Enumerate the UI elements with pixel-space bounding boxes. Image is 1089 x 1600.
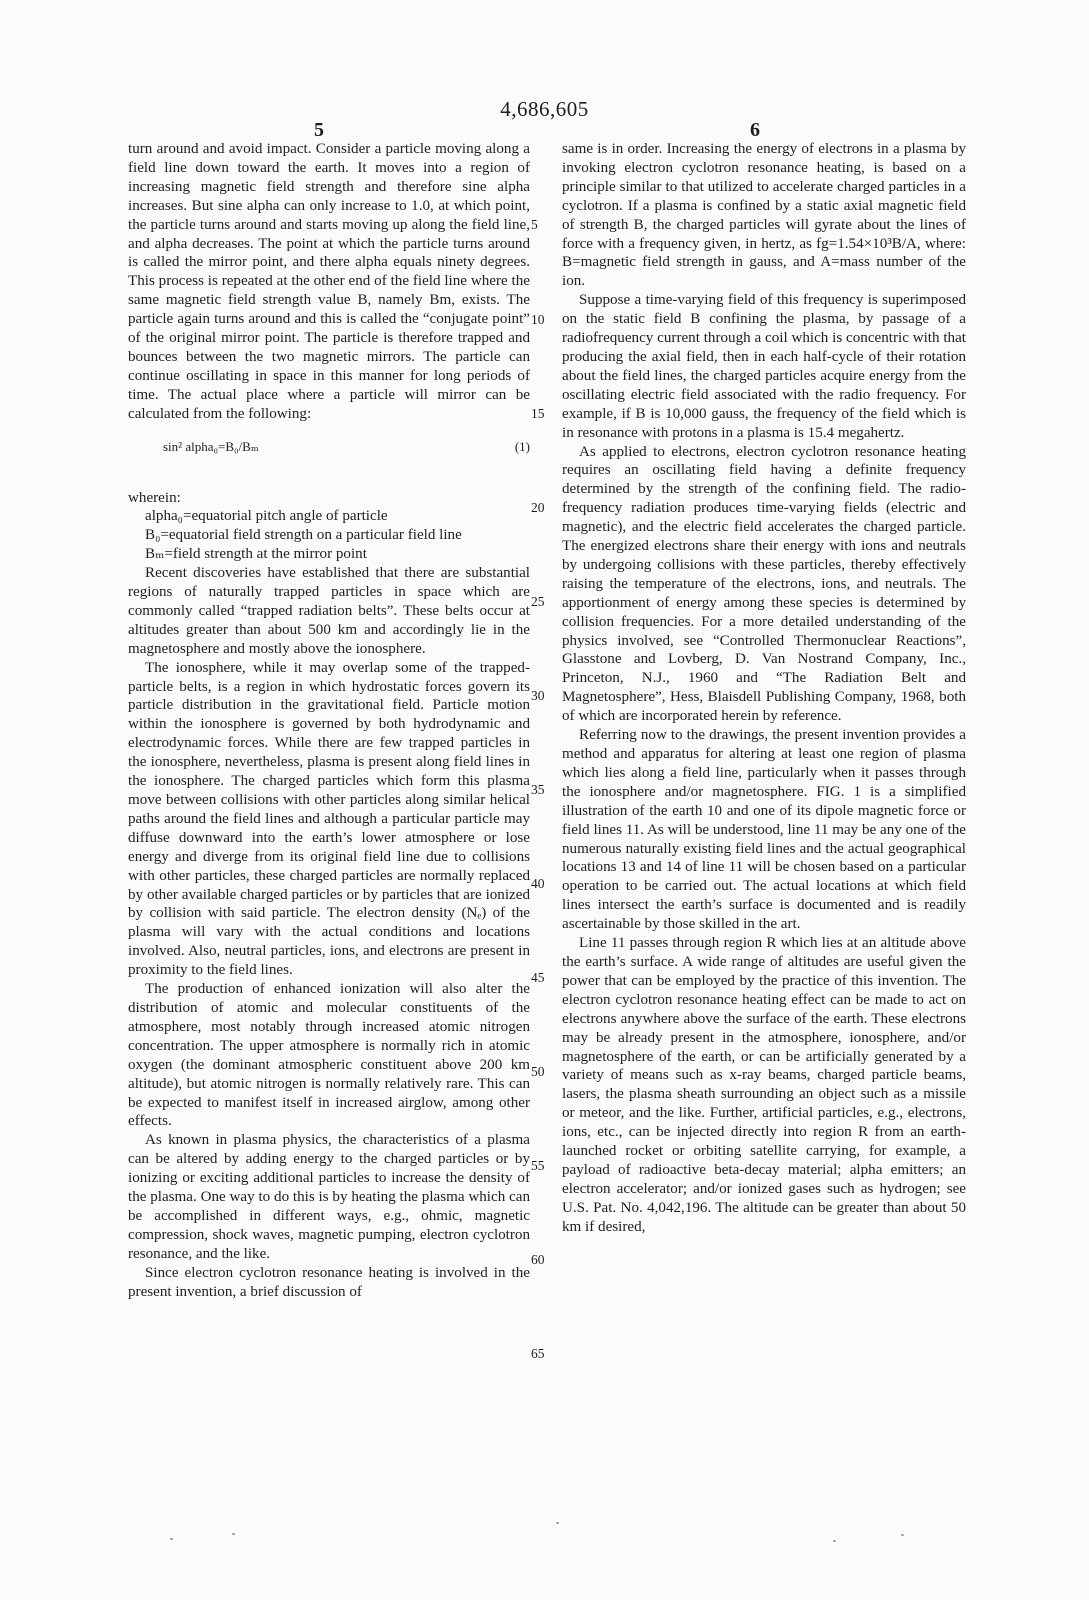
scan-speck [170,1538,173,1540]
scan-speck [556,1522,559,1524]
right-column-number: 6 [750,119,760,141]
equation-text: sin² alpha₀=B₀/Bₘ [163,438,259,454]
scan-speck [232,1533,235,1535]
paragraph: As applied to electrons, electron cyclotron resonance heating requires an oscillating field having a definite frequency determined by the strength of the confining field. The radio-frequency radiation produces time-varying fields (electric and magnetic), and the electric field accelerates the charged particle. The energized electrons share their energy with ions and neutrals by undergoing collisions with these particles, thereby effectively raising the temperature of the electrons, ions, and neutrals. The apportionment of energy among these species is determined by collision frequencies. For a more detailed understanding of the physics involved, see “Controlled Thermonuclear Reactions”, Glasstone and Lovberg, D. Van Nostrand Company, Inc., Princeton, N.J., 1960 and “The Radiation Belt and Magnetosphere”, Hess, Blaisdell Publishing Company, 1968, both of which are incorporated herein by reference. [562,443,966,725]
left-text-column [128,140,530,1301]
equation [128,424,530,471]
definition-line: alpha₀=equatorial pitch angle of particle [145,508,388,525]
line-number: 45 [531,970,545,985]
left-column-number: 5 [314,119,324,141]
paragraph: Recent discoveries have established that there are substantial regions of naturally trapped particles in space which are commonly called “trapped radiation belts”. These belts occur at altitudes greater than about 500 km and accordingly lie in the magnetosphere and mostly above the ionosphere. [128,565,530,657]
paragraph: turn around and avoid impact. Consider a particle moving along a field line down toward the earth. It moves into a region of increasing magnetic field strength and therefore sine alpha increases. But sine alpha can only increase to 1.0, at which point, the particle turns around and starts moving up along the field line, and alpha decreases. The point at which the particle turns around is called the mirror point, and there alpha equals ninety degrees. This process is repeated at the other end of the field line where the same magnetic field strength value B, namely Bm, exists. The particle again turns around and this is called the “conjugate point” of the original mirror point. The particle is therefore trapped and bounces between the two magnetic mirrors. The particle can continue oscillating in space in this manner for long periods of time. The actual place where a particle will mirror can be calculated from the following: [128,141,530,422]
line-number: 25 [531,594,545,609]
paragraph: The ionosphere, while it may overlap some of the trapped-particle belts, is a region in which hydrostatic forces govern its particle distribution in the gravitational field. Particle motion within the ionosphere is governed by both hydrodynamic and electrodynamic forces. While there are few trapped particles in the ionosphere, nevertheless, plasma is present along field lines in the ionosphere. The charged particles which form this plasma move between collisions with other particles along similar helical paths around the field lines and although a particular particle may diffuse downward into the earth’s lower atmosphere or lose energy and diverge from its original field line due to collisions with other particles, these charged particles are normally replaced by other available charged particles or by particles that are ionized by collision with said particle. The electron density (Nₑ) of the plasma will vary with the actual conditions and locations involved. Also, neutral particles, ions, and electrons are present in proximity to the field lines. [128,659,530,979]
paragraph: same is in order. Increasing the energy of electrons in a plasma by invoking electron cyclotron resonance heating, is based on a principle similar to that utilized to accelerate charged particles in a cyclotron. If a plasma is confined by a static axial magnetic field of strength B, the charged particles will gyrate about the lines of force with a frequency given, in hertz, as fg=1.54×10³B/A, where: B=magnetic field strength in gauss, and A=mass number of the ion. [562,141,966,290]
line-number: 15 [531,406,545,421]
line-number: 20 [531,500,545,515]
line-number: 10 [531,312,545,327]
line-number: 5 [531,217,538,232]
right-text-column [562,140,966,1237]
wherein-label: wherein: [128,489,181,506]
paragraph: The production of enhanced ionization will also alter the distribution of atomic and molecular constituents of the atmosphere, most notably through increased atomic nitrogen concentration. The upper atmosphere is normally rich in atomic oxygen (the dominant atmospheric constituent above 200 km altitude), but atomic nitrogen is normally relatively rare. This can be expected to manifest itself in increased airglow, among other effects. [128,981,530,1130]
paragraph: Since electron cyclotron resonance heating is involved in the present invention, a brief discussion of [128,1264,530,1300]
paragraph: Line 11 passes through region R which lies at an altitude above the earth’s surface. A wide range of altitudes are useful given the power that can be employed by the practice of this invention. The electron cyclotron resonance heating effect can be made to act on electrons anywhere above the surface of the earth. These electrons may be already present in the atmosphere, ionosphere, and/or magnetosphere of the earth, or can be artificially generated by a variety of means such as x-ray beams, charged particle beams, lasers, the plasma sheath surrounding an object such as a missile or meteor, and the like. Further, artificial particles, e.g., electrons, ions, etc., can be injected directly into region R from an earth-launched rocket or orbiting satellite carrying, for example, a payload of radioactive beta-decay material; alpha emitters; an electron accelerator; and/or ionized gases such as hydrogen; see U.S. Pat. No. 4,042,196. The altitude can be greater than about 50 km if desired, [562,935,966,1235]
line-number: 55 [531,1158,545,1173]
line-number: 35 [531,782,545,797]
patent-number: 4,686,605 [500,97,589,121]
line-number: 50 [531,1064,545,1079]
paragraph: Referring now to the drawings, the present invention provides a method and apparatus for altering at least one region of plasma which lies along a field line, particularly when it passes through the ionosphere and/or magnetosphere. FIG. 1 is a simplified illustration of the earth 10 and one of its dipole magnetic force or field lines 11. As will be understood, line 11 may be any one of the numerous naturally existing field lines and the actual geographical locations 13 and 14 of line 11 will be chosen based on a particular operation to be carried out. The actual locations at which field lines intersect the earth’s surface is documented and is readily ascertainable by those skilled in the art. [562,727,966,933]
line-number: 40 [531,876,545,891]
definition-line: Bₘ=field strength at the mirror point [145,546,367,563]
line-number: 30 [531,688,545,703]
line-number: 60 [531,1252,545,1267]
equation-number: (1) [514,438,530,454]
line-number: 65 [531,1346,545,1361]
paragraph: As known in plasma physics, the characteristics of a plasma can be altered by adding energy to the charged particles or by ionizing or exciting additional particles to increase the density of the plasma. One way to do this is by heating the plasma which can be accomplished in different ways, e.g., ohmic, magnetic compression, shock waves, magnetic pumping, electron cyclotron resonance, and the like. [128,1132,530,1262]
scan-speck [833,1540,836,1542]
paragraph: Suppose a time-varying field of this frequency is superimposed on the static field B confining the plasma, by passage of a radiofrequency current through a coil which is concentric with that producing the axial field, then in each half-cycle of their rotation about the field lines, the charged particles acquire energy from the oscillating electric field associated with the radio frequency. For example, if B is 10,000 gauss, the frequency of the field which is in resonance with protons in a plasma is 15.4 megahertz. [562,292,966,441]
definition-line: B₀=equatorial field strength on a particular field line [145,527,462,544]
scan-speck [901,1534,904,1536]
